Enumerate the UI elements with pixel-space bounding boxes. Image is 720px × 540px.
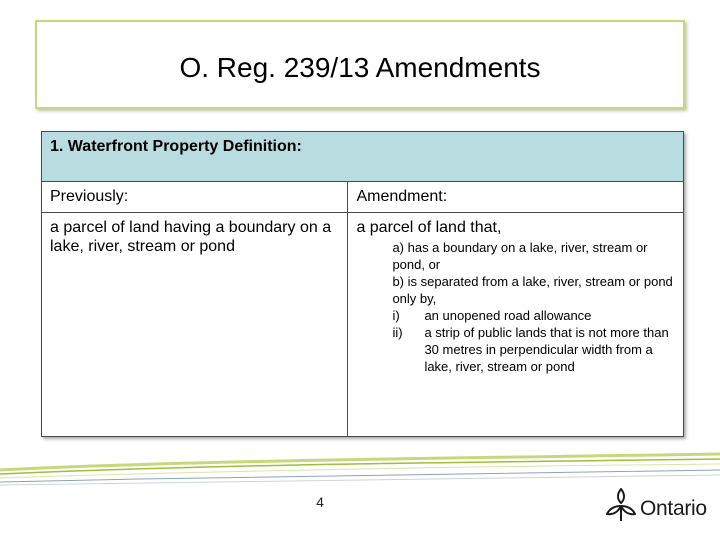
table-header-row xyxy=(42,132,684,182)
sub-item-number: ii) xyxy=(392,325,403,340)
page-number: 4 xyxy=(316,494,324,510)
amendment-sub-item xyxy=(392,324,675,375)
amendment-intro: a parcel of land that, xyxy=(356,219,502,236)
previously-cell xyxy=(42,213,348,437)
section-heading: 1. Waterfront Property Definition: xyxy=(42,132,684,182)
sub-item-number: i) xyxy=(392,308,400,323)
amendment-table xyxy=(41,131,684,437)
amendment-item-a: a) has a boundary on a lake, river, stream or pond, or xyxy=(392,240,648,272)
sub-item-text: an unopened road allowance xyxy=(424,308,592,323)
slide-title: O. Reg. 239/13 Amendments xyxy=(179,51,541,83)
amendment-list xyxy=(392,239,675,375)
title-box xyxy=(35,20,685,109)
amendment-cell xyxy=(348,213,684,437)
previously-text: a parcel of land having a boundary on a lake, river, stream or pond xyxy=(50,219,332,255)
decorative-swoosh xyxy=(0,448,720,488)
table-body-row xyxy=(42,213,684,437)
ontario-wordmark: Ontario xyxy=(640,497,707,520)
amendment-item-b: b) is separated from a lake, river, stream or pond only by, xyxy=(392,274,673,306)
amendment-heading: Amendment: xyxy=(348,182,684,213)
amendment-sub-item xyxy=(392,307,675,324)
trillium-icon xyxy=(604,486,638,524)
sub-item-text: a strip of public lands that is not more than 30 metres in perpendicular width from a lake, river, stream or pond xyxy=(424,325,669,374)
table-column-heads xyxy=(42,182,684,213)
ontario-logo xyxy=(604,484,714,526)
previously-heading: Previously: xyxy=(42,182,348,213)
